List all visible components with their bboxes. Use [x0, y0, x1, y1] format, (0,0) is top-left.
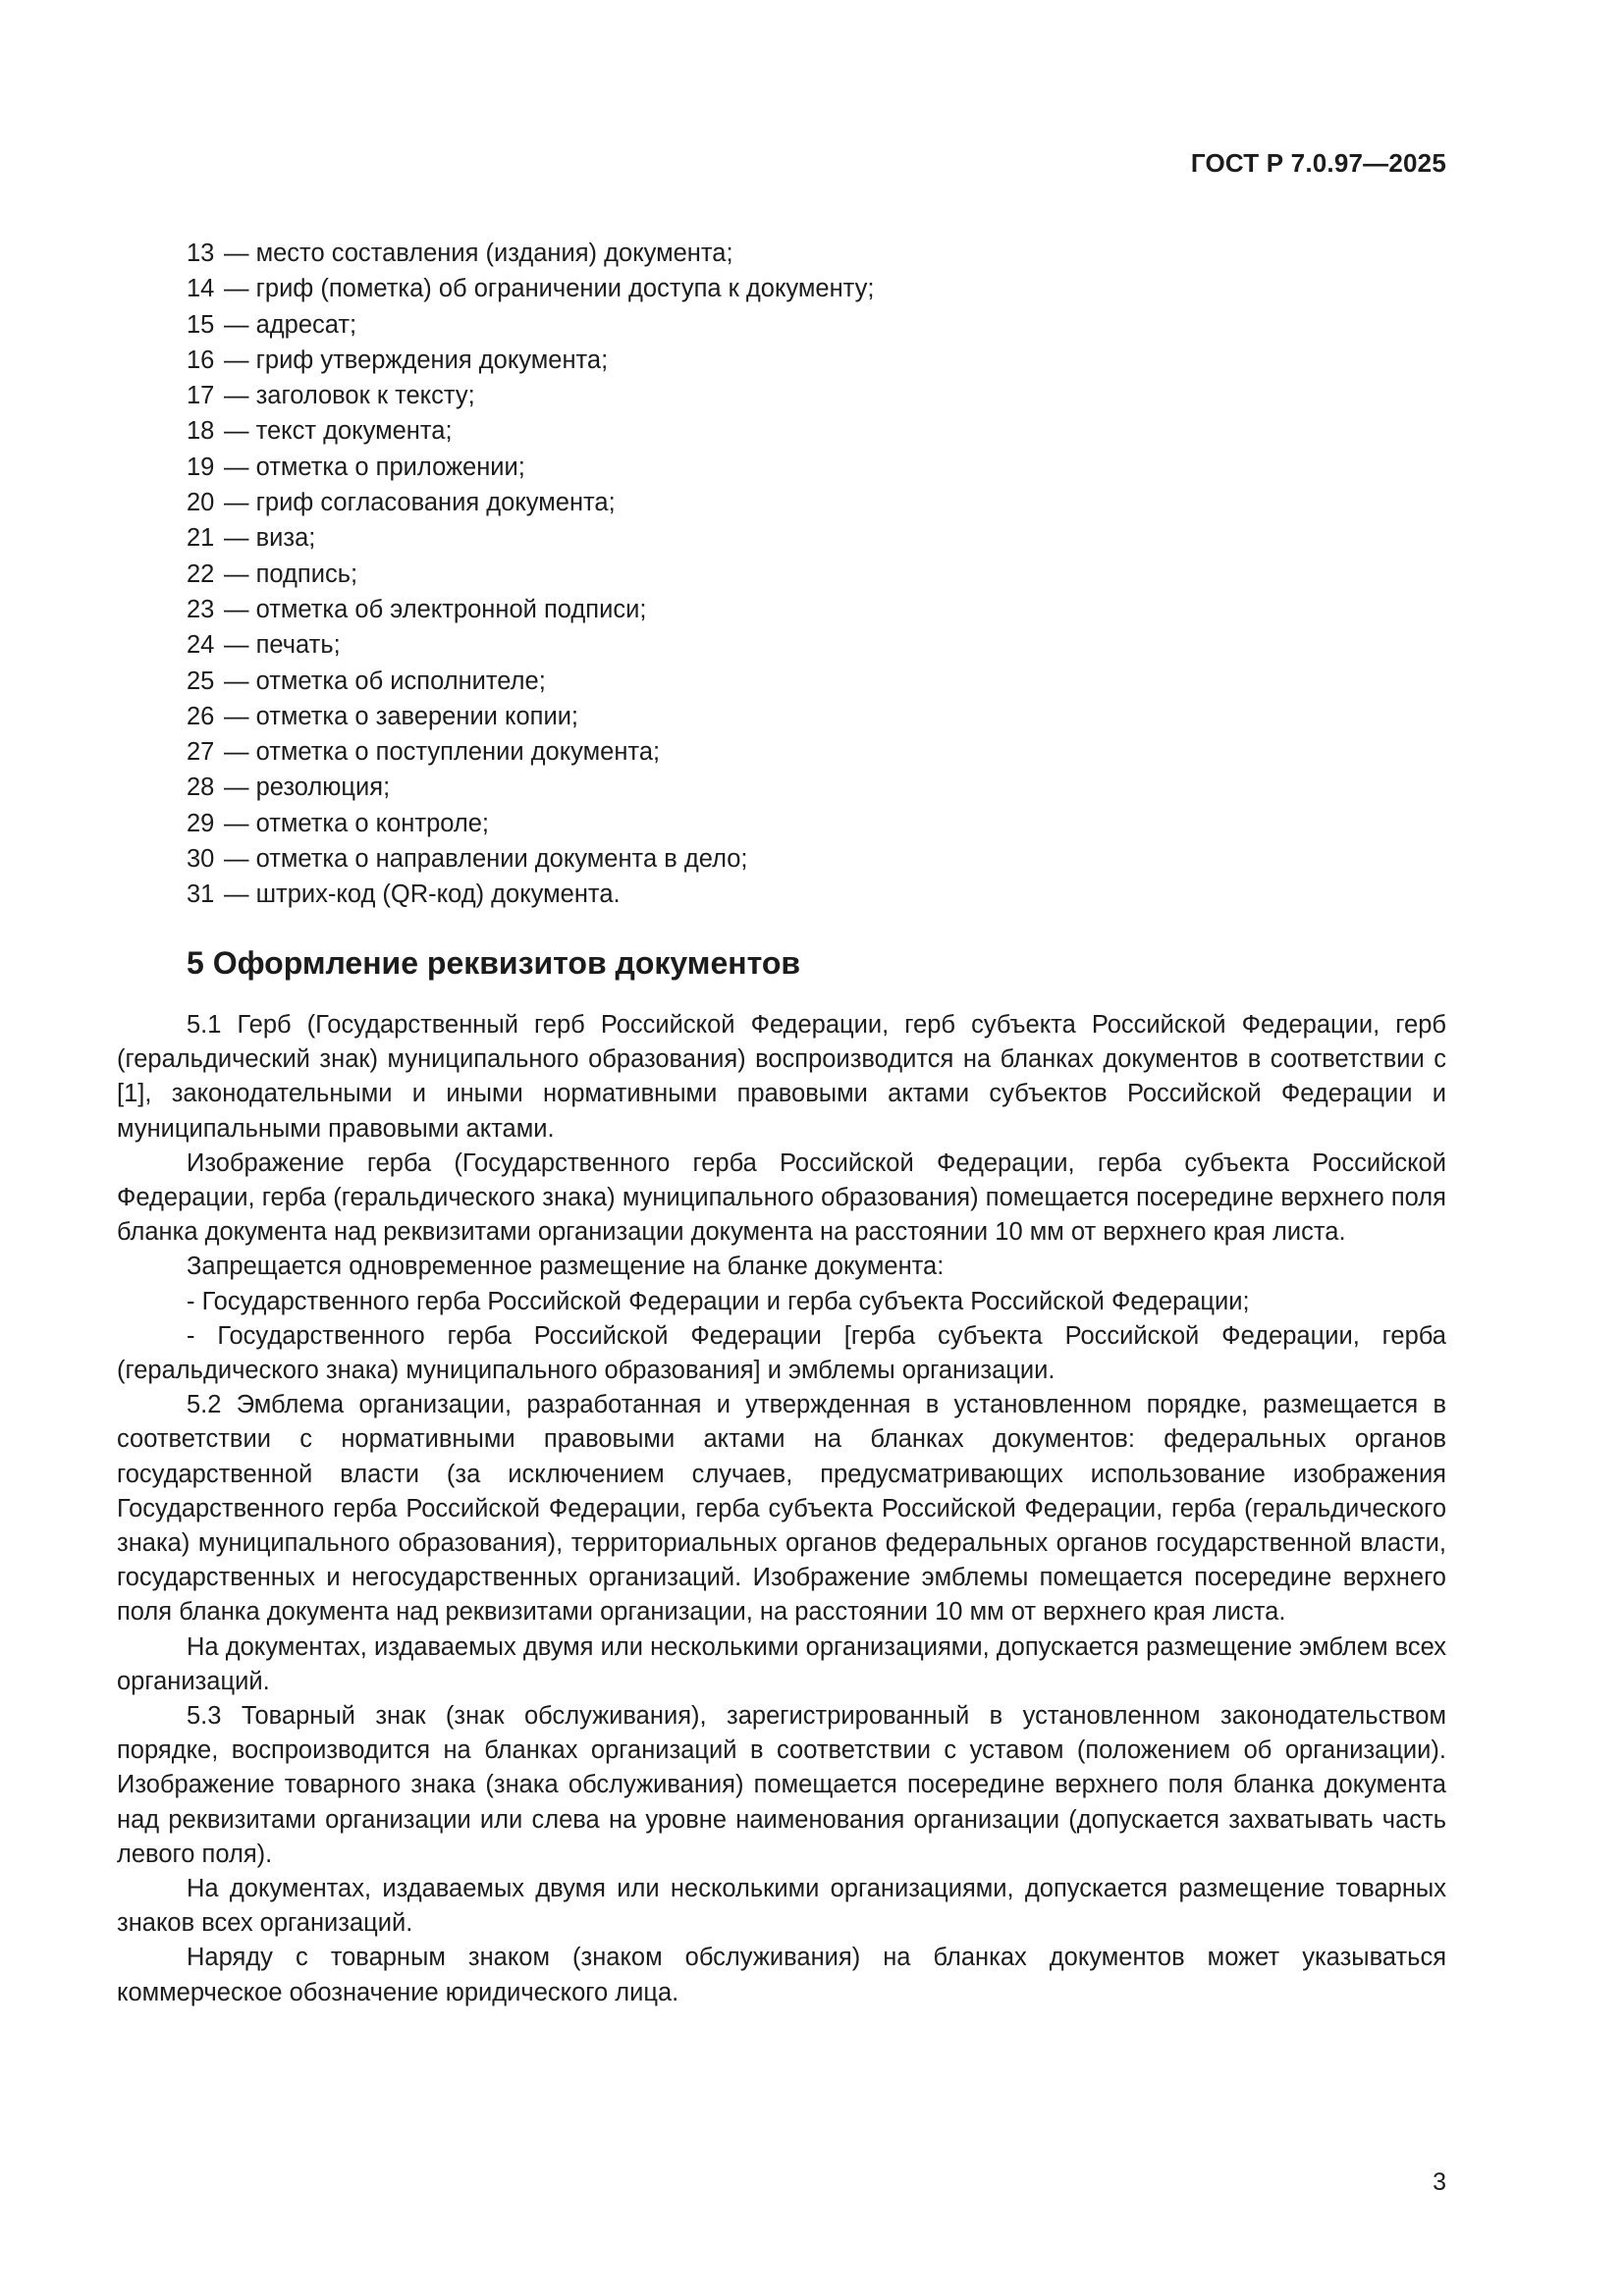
- list-item: [187, 271, 874, 306]
- list-item-text: — заголовок к тексту;: [224, 382, 475, 410]
- list-item: [187, 450, 874, 485]
- list-item: [187, 520, 874, 556]
- list-item-number: 15: [187, 310, 215, 339]
- list-item-text: — отметка о контроле;: [224, 809, 490, 837]
- list-item-text: — виза;: [224, 524, 316, 553]
- list-item-number: 22: [187, 560, 215, 588]
- list-item-text: — адресат;: [224, 310, 357, 339]
- list-item-text: — отметка о приложении;: [224, 453, 525, 481]
- paragraph: Изображение герба (Государственного герба Российской Федерации, герба субъекта Российской Федерации, герба (геральдического знака) муниципального образования) помещается посередине верхнего поля бланка документа над реквизитами организации документа на расстоянии 10 мм от верхнего края листа.: [117, 1148, 1446, 1247]
- list-item: [187, 485, 874, 520]
- list-item: [187, 841, 874, 877]
- list-item-number: 30: [187, 845, 215, 874]
- list-item-number: 16: [187, 346, 215, 374]
- list-item-number: 24: [187, 631, 215, 660]
- list-item: [187, 770, 874, 805]
- list-item-number: 27: [187, 738, 215, 767]
- list-item-number: 23: [187, 595, 215, 623]
- list-item-number: 21: [187, 524, 215, 553]
- paragraph: Наряду с товарным знаком (знаком обслуживания) на бланках документов может указываться коммерческое обозначение юридического лица.: [117, 1944, 1446, 2006]
- list-item-number: 31: [187, 881, 215, 909]
- paragraph: 5.1 Герб (Государственный герб Российской Федерации, герб субъекта Российской Федерации, герб (геральдический знак) муниципального образования) воспроизводится на бланках документов в соответствии с [1], законодательными и иными нормативными правовыми актами субъектов Российской Федерации и муниципальными правовыми актами.: [117, 1011, 1446, 1143]
- list-item: [187, 592, 874, 627]
- document-code-header: ГОСТ Р 7.0.97—2025: [1190, 148, 1446, 178]
- list-item: [187, 557, 874, 592]
- list-item-number: 19: [187, 453, 215, 481]
- list-item-text: — печать;: [224, 631, 341, 660]
- paragraph: 5.2 Эмблема организации, разработанная и утвержденная в установленном порядке, размещается в соответствии с нормативными правовыми актами на бланках документов: федеральных органов государственной власти (за исключением случаев, предусматривающих использование изображения Государственного герба Российской Федерации, герба субъекта Российской Федерации, герба (геральдического знака) муниципального образования), территориальных органов федеральных органов государственной власти, государственных и негосударственных организаций. Изображение эмблемы помещается посередине верхнего поля бланка документа над реквизитами организации, на расстоянии 10 мм от верхнего края листа.: [117, 1391, 1446, 1627]
- list-item-text: — отметка о заверении копии;: [224, 702, 579, 730]
- list-item-text: — гриф согласования документа;: [224, 489, 616, 517]
- list-item-number: 26: [187, 702, 215, 730]
- list-item-number: 17: [187, 382, 215, 410]
- page-number: 3: [1433, 2168, 1446, 2196]
- list-item: [187, 699, 874, 734]
- list-item-number: 29: [187, 809, 215, 837]
- list-item-number: 20: [187, 489, 215, 517]
- list-item-text: — место составления (издания) документа;: [224, 240, 733, 267]
- list-item: [187, 413, 874, 449]
- list-item-text: — отметка об электронной подписи;: [224, 595, 647, 623]
- list-item-text: — текст документа;: [224, 417, 453, 446]
- list-item-number: 18: [187, 417, 215, 446]
- list-item-text: — отметка об исполнителе;: [224, 667, 546, 695]
- list-item: [187, 236, 874, 271]
- paragraph: На документах, издаваемых двумя или несколькими организациями, допускается размещение товарных знаков всех организаций.: [117, 1875, 1446, 1938]
- list-item-number: 25: [187, 667, 215, 695]
- list-item: [187, 734, 874, 770]
- list-item: [187, 806, 874, 841]
- paragraph: Запрещается одновременное размещение на бланке документа:: [187, 1253, 945, 1281]
- list-item: [187, 307, 874, 343]
- list-item: [187, 877, 874, 912]
- list-item-text: — резолюция;: [224, 774, 391, 802]
- list-item: [187, 378, 874, 413]
- paragraph: - Государственного герба Российской Федерации [герба субъекта Российской Федерации, герба (геральдического знака) муниципального образования] и эмблемы организации.: [117, 1321, 1446, 1385]
- list-item-number: 13: [187, 240, 215, 267]
- list-item-text: — подпись;: [224, 560, 358, 588]
- requisites-list: [187, 236, 874, 913]
- list-item-text: — гриф утверждения документа;: [224, 346, 609, 374]
- list-item: [187, 627, 874, 663]
- list-item-text: — гриф (пометка) об ограничении доступа к документу;: [224, 275, 875, 303]
- list-item-number: 14: [187, 275, 215, 303]
- list-item-text: — отметка о поступлении документа;: [224, 738, 661, 767]
- paragraph: 5.3 Товарный знак (знак обслуживания), зарегистрированный в установленном законодательством порядке, воспроизводится на бланках организаций в соответствии с уставом (положением об организации). Изображение товарного знака (знака обслуживания) помещается посередине верхнего поля бланка документа над реквизитами организации или слева на уровне наименования организации (допускается захватывать часть левого поля).: [117, 1702, 1446, 1868]
- paragraph: - Государственного герба Российской Федерации и герба субъекта Российской Федерации;: [187, 1287, 1250, 1315]
- section-body: [117, 1008, 1446, 2010]
- paragraph: На документах, издаваемых двумя или несколькими организациями, допускается размещение эмблем всех организаций.: [117, 1632, 1446, 1695]
- list-item: [187, 343, 874, 378]
- section-heading: 5 Оформление реквизитов документов: [187, 945, 801, 981]
- list-item-text: — штрих-код (QR-код) документа.: [224, 881, 621, 909]
- list-item-text: — отметка о направлении документа в дело;: [224, 845, 748, 874]
- list-item-number: 28: [187, 774, 215, 802]
- list-item: [187, 664, 874, 699]
